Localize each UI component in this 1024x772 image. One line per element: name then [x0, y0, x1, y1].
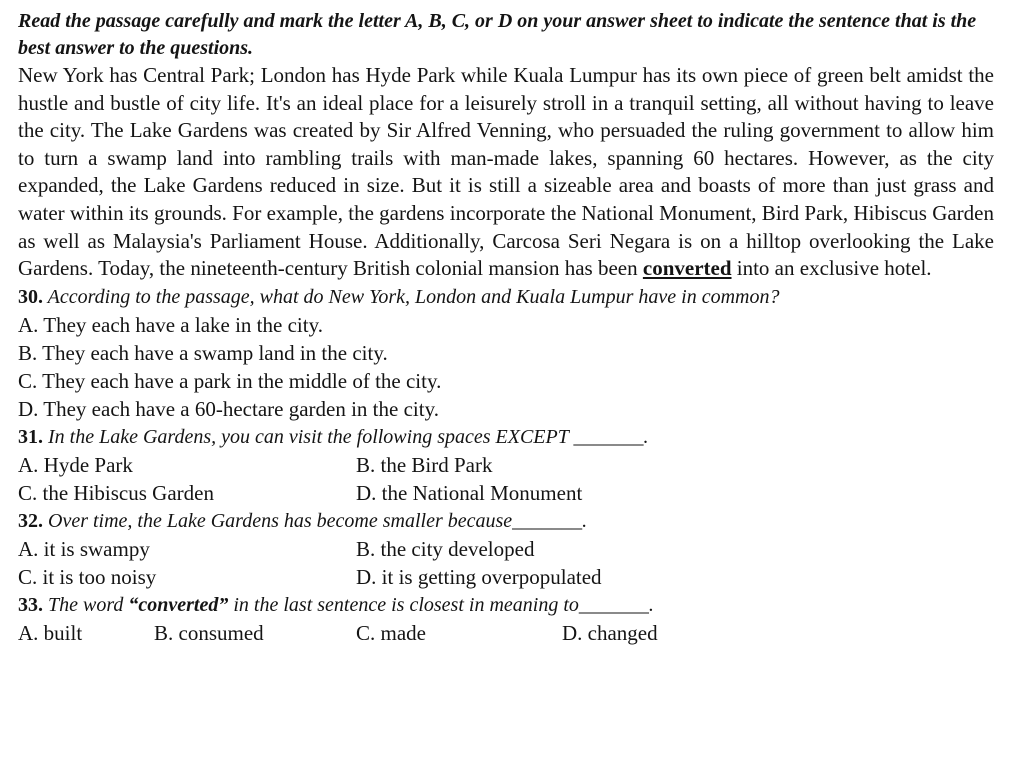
q33-option-b[interactable]: B. consumed — [154, 620, 264, 645]
passage-ending: into an exclusive hotel. — [736, 256, 932, 281]
option-row — [18, 395, 994, 423]
q30-option-d[interactable]: D. They each have a 60-hectare garden in the city. — [18, 396, 439, 421]
q31-option-a[interactable]: A. Hyde Park — [18, 452, 133, 477]
q32-option-d[interactable]: D. it is getting overpopulated — [356, 564, 602, 589]
answer-blank: _______. — [573, 425, 649, 448]
q32-option-c[interactable]: C. it is too noisy — [18, 564, 157, 589]
question-text: Over time, the Lake Gardens has become smaller because — [48, 509, 513, 532]
q31-option-d[interactable]: D. the National Monument — [356, 480, 583, 505]
q31-option-b[interactable]: B. the Bird Park — [356, 452, 493, 477]
question-number: 31. — [18, 425, 43, 448]
q30-option-c[interactable]: C. They each have a park in the middle of the city. — [18, 368, 442, 393]
question-number: 33. — [18, 593, 43, 616]
question-32 — [18, 507, 994, 535]
question-33 — [18, 591, 994, 619]
q31-option-c[interactable]: C. the Hibiscus Garden — [18, 480, 214, 505]
question-text: The word — [48, 593, 124, 616]
instruction-text: Read the passage carefully and mark the letter A, B, C, or D on your answer sheet to indicate the sentence that is the best answer to the questions. — [18, 10, 977, 59]
q33-option-c[interactable]: C. made — [356, 620, 426, 645]
option-row — [18, 311, 994, 339]
passage-text: New York has Central Park; London has Hyde Park while Kuala Lumpur has its own piece of green belt amidst the hustle and bustle of city life. It's an ideal place for a leisurely stroll in a tranquil setting, all without having to leave the city. The Lake Gardens was created by Sir Alfred Venning, who persuaded the ruling government to allow him to turn a swamp land into rambling trails with man-made lakes, spanning 60 hectares. However, as the city expanded, the Lake Gardens reduced in size. But it is still a sizeable area and boasts of more than just grass and water within its grounds. For example, the gardens incorporate the National Monument, Bird Park, Hibiscus Garden as well as Malaysia's Parliament House. Additionally, Carcosa Seri Negara is on a hilltop overlooking the Lake Gardens. Today, the nineteenth-century British colonial mansion has been — [18, 63, 994, 281]
question-text: In the Lake Gardens, you can visit the following spaces EXCEPT — [48, 425, 569, 448]
question-text: According to the passage, what do New York, London and Kuala Lumpur have in common? — [47, 285, 780, 308]
question-30 — [18, 283, 994, 311]
option-row — [18, 563, 994, 591]
q32-option-a[interactable]: A. it is swampy — [18, 536, 150, 561]
question-keyword: “converted” — [128, 593, 229, 616]
question-number: 32. — [18, 509, 43, 532]
q33-option-d[interactable]: D. changed — [562, 620, 658, 645]
highlighted-word: converted — [642, 256, 732, 281]
option-row — [18, 339, 994, 367]
q30-option-b[interactable]: B. They each have a swamp land in the city. — [18, 340, 388, 365]
question-31 — [18, 423, 994, 451]
worksheet-page — [18, 8, 994, 647]
q30-option-a[interactable]: A. They each have a lake in the city. — [18, 312, 323, 337]
option-row — [18, 619, 994, 647]
reading-passage — [18, 62, 994, 283]
question-number: 30. — [18, 285, 43, 308]
q33-option-a[interactable]: A. built — [18, 620, 83, 645]
answer-blank: _______. — [578, 593, 654, 616]
option-row — [18, 479, 994, 507]
answer-blank: _______. — [512, 509, 588, 532]
option-row — [18, 367, 994, 395]
question-text-continued: in the last sentence is closest in meaning to — [233, 593, 579, 616]
option-row — [18, 451, 994, 479]
option-row — [18, 535, 994, 563]
q32-option-b[interactable]: B. the city developed — [356, 536, 535, 561]
